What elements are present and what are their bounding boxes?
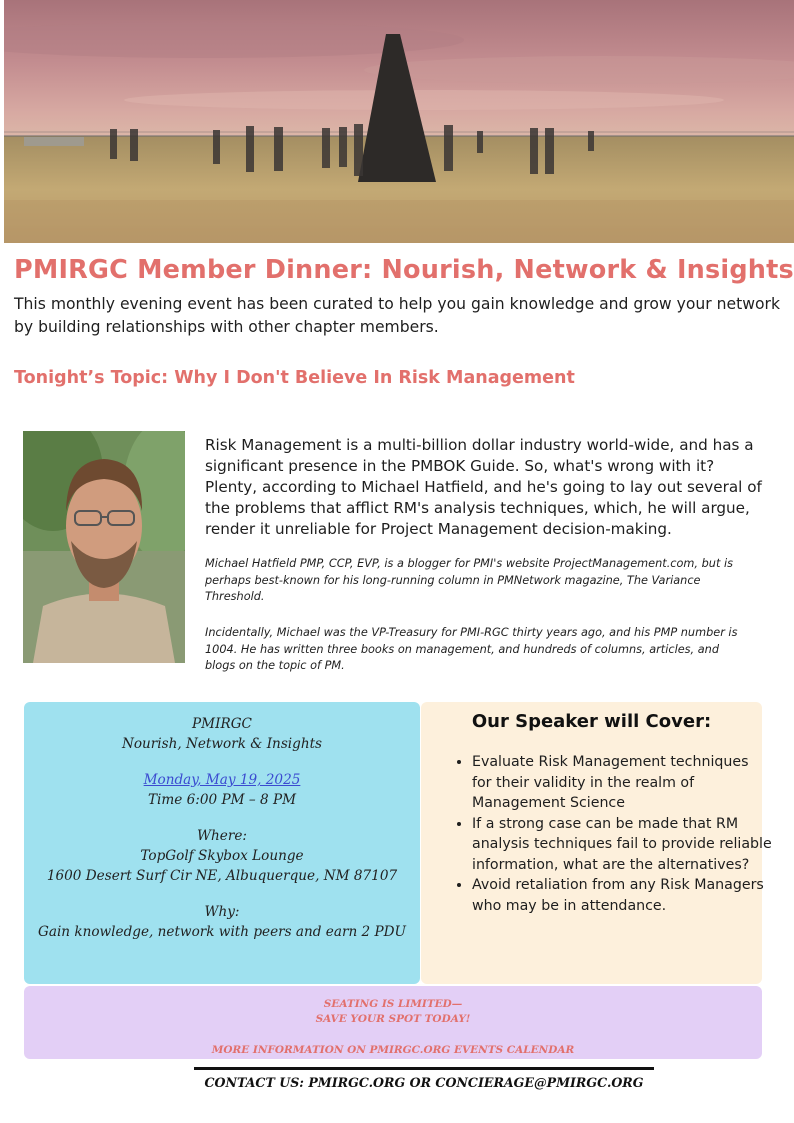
speaker-photo [23, 431, 185, 663]
talk-description: Risk Management is a multi-billion dollar industry world-wide, and has a significant presence in the PMBOK Guide. So, what's wrong with it? Plenty, according to Michael Hatfield, and he's going to lay out several of the problems that afflict RM's analysis techniques, which, he will argue, render it unreliable for Project Management decision-making. [205, 436, 762, 538]
hero-image [4, 0, 794, 243]
contact-line[interactable]: CONTACT US: PMIRGC.ORG OR CONCIERAGE@PMIRGC.ORG [204, 1075, 644, 1090]
event-intro: This monthly evening event has been curated to help you gain knowledge and grow your network by building relationships with other chapter members. [14, 295, 780, 336]
event-name: Nourish, Network & Insights [121, 736, 323, 752]
speaker-bio: Michael Hatfield PMP, CCP, EVP, is a blogger for PMI's website ProjectManagement.com, but is perhaps best-known for his long-running column in PMNetwork magazine, The Variance Threshold. [205, 557, 733, 603]
list-item: • If a strong case can be made that RM analysis techniques fail to provide reliable information, what are the alternatives? [472, 814, 772, 876]
speaker-bio-extra: Incidentally, Michael was the VP-Treasury for PMI-RGC thirty years ago, and his PMP number is 1004. He has written three books on management, and hundreds of columns, articles, and blogs on the topic of PM. [205, 626, 738, 672]
divider [194, 1067, 654, 1070]
event-venue: TopGolf Skybox Lounge [140, 848, 304, 864]
coverage-title: Our Speaker will Cover: [471, 711, 712, 732]
event-date-link[interactable]: Monday, May 19, 2025 [143, 772, 301, 788]
seating-limited: SEATING IS LIMITED— [323, 998, 463, 1010]
event-address: 1600 Desert Surf Cir NE, Albuquerque, NM 87107 [46, 868, 398, 884]
event-details-box [24, 702, 420, 984]
notice-box [24, 986, 762, 1059]
event-title: PMIRGC Member Dinner: Nourish, Network & Insights [14, 255, 794, 285]
save-spot: SAVE YOUR SPOT TODAY! [315, 1013, 471, 1025]
coverage-box [421, 702, 772, 984]
where-label: Where: [197, 828, 247, 844]
why-label: Why: [204, 904, 240, 920]
list-item: • Evaluate Risk Management techniques for their validity in the realm of Management Science [472, 752, 772, 814]
coverage-list [449, 752, 772, 916]
event-why: Gain knowledge, network with peers and earn 2 PDU [37, 924, 406, 940]
more-info-link[interactable]: MORE INFORMATION ON PMIRGC.ORG EVENTS CALENDAR [211, 1044, 575, 1056]
event-org: PMIRGC [192, 716, 252, 732]
topic-heading: Tonight’s Topic: Why I Don't Believe In Risk Management [14, 368, 575, 388]
list-item: • Avoid retaliation from any Risk Managers who may be in attendance. [472, 875, 772, 916]
event-time: Time 6:00 PM – 8 PM [147, 792, 297, 808]
